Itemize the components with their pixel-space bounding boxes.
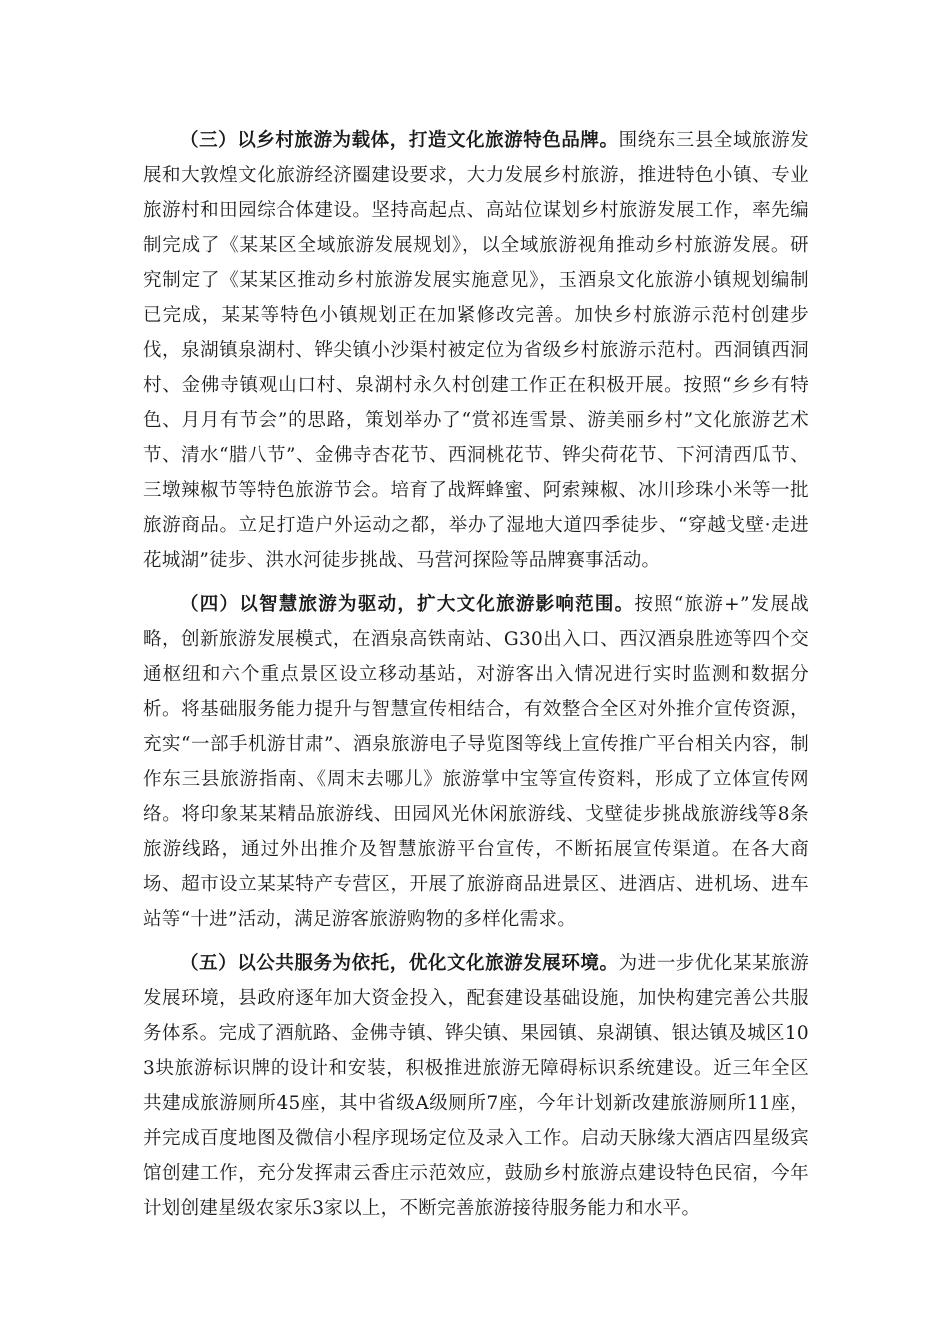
paragraph-body: 按照“旅游+”发展战略，创新旅游发展模式，在酒泉高铁南站、G30出入口、西汉酒泉胜迹等四个交通枢纽和六个重点景区设立移动基站，对游客出入情况进行实时监测和数据分析。将基础服务能力提升与智慧宣传相结合，有效整合全区对外推介宣传资源，充实“一部手机游甘肃”、酒泉旅游电子导览图等线上宣传推广平台相关内容，制作东三县旅游指南、《周末去哪儿》旅游掌中宝等宣传资料，形成了立体宣传网络。将印象某某精品旅游线、田园风光休闲旅游线、戈壁徒步挑战旅游线等8条旅游线路，通过外出推介及智慧旅游平台宣传，不断拓展宣传渠道。在各大商场、超市设立某某特产专营区，开展了旅游商品进景区、进酒店、进机场、进车站等“十进”活动，满足游客旅游购物的多样化需求。 [143, 594, 809, 930]
paragraph-smart-tourism [143, 587, 809, 937]
paragraph-heading: （三）以乡村旅游为载体，打造文化旅游特色品牌。 [180, 130, 619, 151]
paragraph-body: 围绕东三县全域旅游发展和大敦煌文化旅游经济圈建设要求，大力发展乡村旅游，推进特色小镇、专业旅游村和田园综合体建设。坚持高起点、高站位谋划乡村旅游发展工作，率先编制完成了《某某区全域旅游发展规划》，以全域旅游视角推动乡村旅游发展。研究制定了《某某区推动乡村旅游发展实施意见》，玉酒泉文化旅游小镇规划编制已完成，某某等特色小镇规划正在加紧修改完善。加快乡村旅游示范村创建步伐，泉湖镇泉湖村、铧尖镇小沙渠村被定位为省级乡村旅游示范村。西洞镇西洞村、金佛寺镇观山口村、泉湖村永久村创建工作正在积极开展。按照“乡乡有特色、月月有节会”的思路，策划举办了“赏祁连雪景、游美丽乡村”文化旅游艺术节、清水“腊八节”、金佛寺杏花节、西洞桃花节、铧尖荷花节、下河清西瓜节、三墩辣椒节等特色旅游节会。培育了战辉蜂蜜、阿索辣椒、冰川珍珠小米等一批旅游商品。立足打造户外运动之都，举办了湿地大道四季徒步、“穿越戈壁·走进花城湖”徒步、洪水河徒步挑战、马营河探险等品牌赛事活动。 [143, 130, 809, 571]
document-page [143, 123, 809, 1235]
paragraph-heading: （五）以公共服务为依托，优化文化旅游发展环境。 [180, 953, 619, 974]
paragraph-body: 为进一步优化某某旅游发展环境，县政府逐年加大资金投入，配套建设基础设施，加快构建完善公共服务体系。完成了酒航路、金佛寺镇、铧尖镇、果园镇、泉湖镇、银达镇及城区103块旅游标识牌的设计和安装，积极推进旅游无障碍标识系统建设。近三年全区共建成旅游厕所45座，其中省级A级厕所7座，今年计划新改建旅游厕所11座，并完成百度地图及微信小程序现场定位及录入工作。启动天脉缘大酒店四星级宾馆创建工作，充分发挥肃云香庄示范效应，鼓励乡村旅游点建设特色民宿，今年计划创建星级农家乐3家以上，不断完善旅游接待服务能力和水平。 [143, 953, 809, 1219]
paragraph-heading: （四）以智慧旅游为驱动，扩大文化旅游影响范围。 [180, 594, 635, 615]
paragraph-public-service [143, 946, 809, 1226]
paragraph-rural-tourism [143, 123, 809, 578]
